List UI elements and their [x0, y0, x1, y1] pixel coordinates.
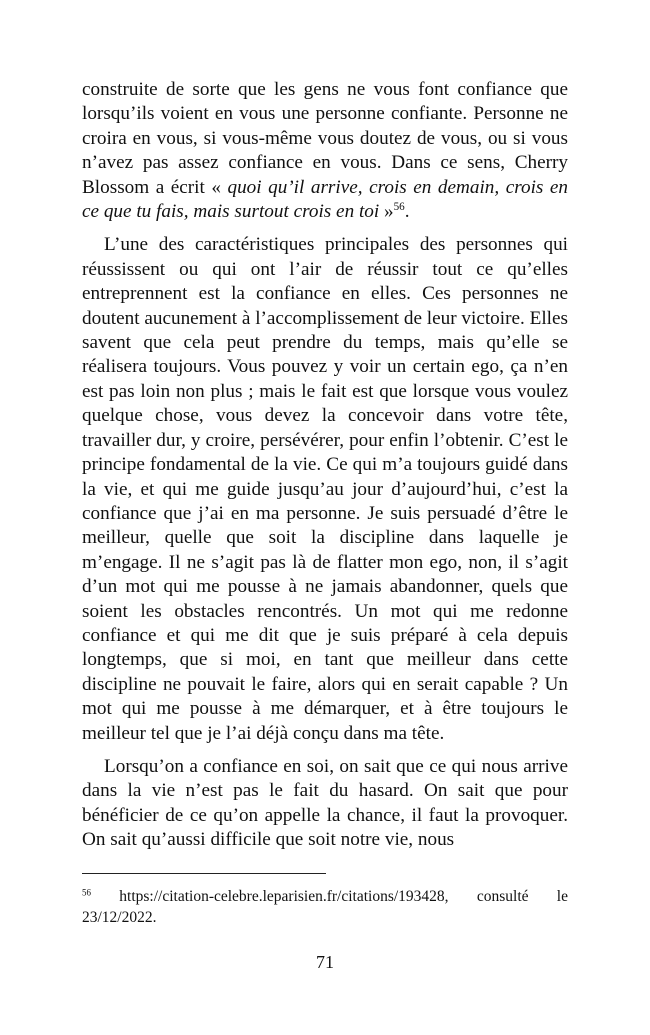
page-number: 71 [316, 952, 334, 972]
footnote-number: 56 [82, 887, 91, 898]
paragraph-end: . [404, 201, 410, 223]
footnote-separator [82, 873, 326, 874]
paragraph-continuation [82, 78, 568, 224]
paragraph: Lorsqu’on a confiance en soi, on sait que ce qui nous arrive dans la vie n’est pas le fait du hasard. On sait que pour bénéficier de ce qu’on appelle la chance, il faut la provoquer. On sait qu’aussi difficile que soit notre vie, nous [82, 755, 568, 851]
paragraph: L’une des caractéristiques principales des personnes qui réussissent ou qui ont l’air de réussir tout ce qu’elles entreprennent est la confiance en elles. Ces personnes ne doutent aucunement à l’accomplissement de leur victoire. Elles savent que cela peut prendre du temps, mais qu’elle se réalisera toujours. Vous pouvez y voir un certain ego, ça n’en est pas loin non plus ; mais le fait est que lorsque vous voulez quelque chose, vous devez la concevoir dans votre tête, travailler dur, y croire, persévérer, pour enfin l’obtenir. C’est le principe fondamental de la vie. Ce qui m’a toujours guidé dans la vie, et qui me guide jusqu’au jour d’aujourd’hui, c’est la confiance que j’ai en ma personne. Je suis persuadé d’être le meilleur, quelle que soit la discipline dans laquelle je m’engage. Il ne s’agit pas là de flatter mon ego, non, il s’agit d’un mot qui me pousse à ne jamais abandonner, quels que soient les obstacles rencontrés. Un mot qui me redonne confiance et qui me dit que je suis préparé à cela depuis longtemps, que si moi, en tant que meilleur dans cette discipline ne pouvait le faire, alors qui en serait capable ? Un mot qui me pousse à me démarquer, et à être toujours le meilleur tel que je l’ai déjà conçu dans ma tête. [82, 234, 568, 744]
paragraph-text: construite de sorte que les gens ne vous font confiance que lorsqu’ils voient en vous une personne confiante. Personne ne croira en vous, si vous-même vous doutez de vous, ou si vous n’avez pas assez confiance en vous. Dans ce sens, Cherry Blossom a écrit « [82, 79, 568, 198]
footnote-text: https://citation-celebre.leparisien.fr/citations/193428, consulté le 23/12/2022. [82, 888, 568, 926]
quote-close: » [379, 201, 394, 223]
page-body [82, 78, 568, 853]
italic-quote: quoi qu’il arrive, crois en demain, crois en ce que tu fais, mais surtout crois en toi [82, 176, 568, 223]
footnote-reference[interactable]: 56 [393, 201, 405, 214]
footnote [82, 886, 568, 928]
